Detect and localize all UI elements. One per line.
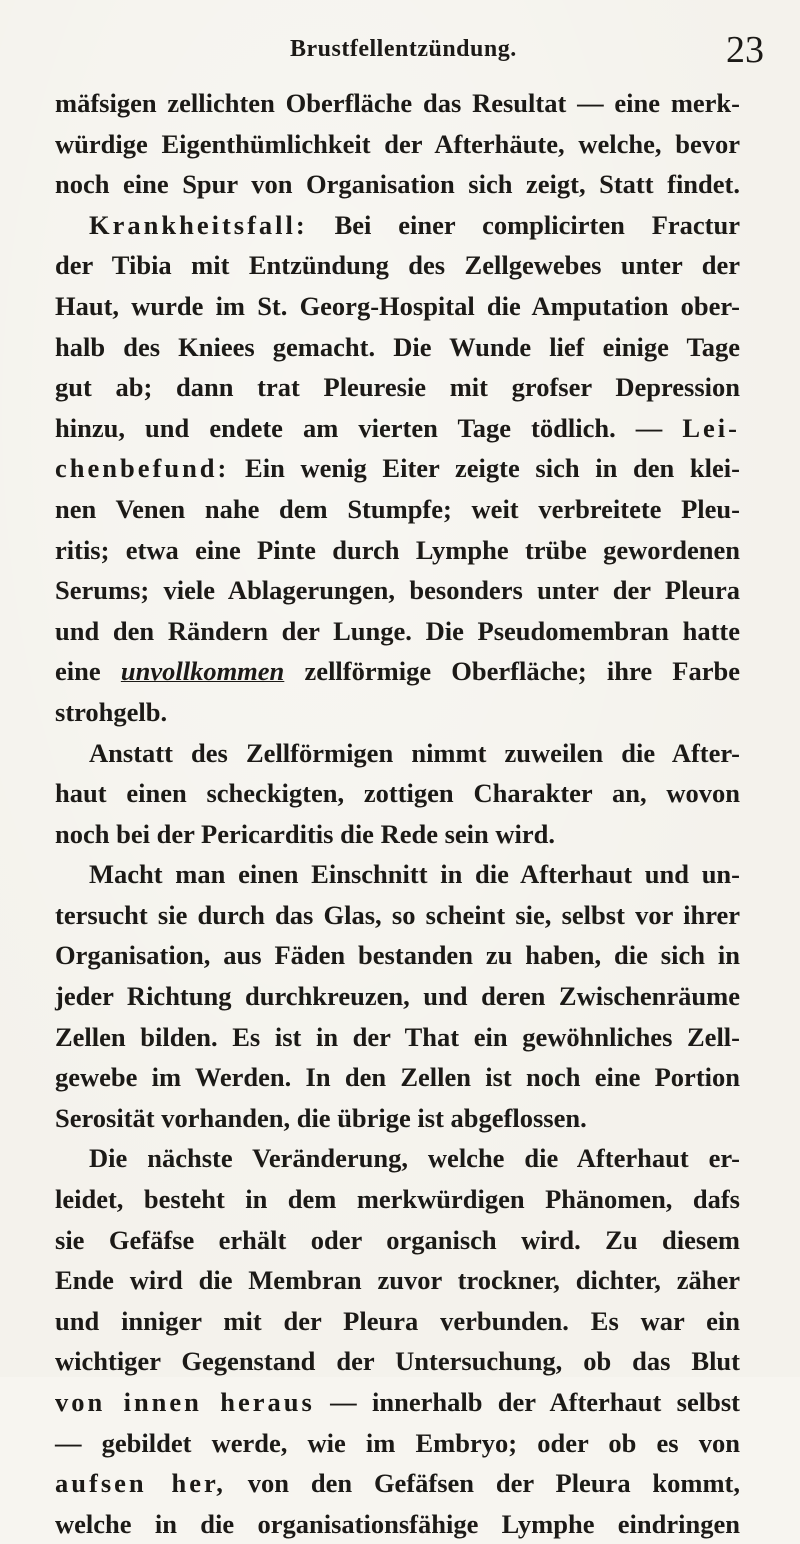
case-heading: Krankheitsfall: [89,209,308,240]
text-line: Haut, wurde im St. Georg-Hospital die Amputation ober- [55,290,740,321]
text-line: wichtiger Gegenstand der Untersuchung, ob das Blut [55,1346,740,1377]
text-line [55,651,740,692]
body-text [55,83,740,1544]
text-line [55,1463,740,1504]
text-line: strohgelb. [55,696,168,727]
text-line: nen Venen nahe dem Stumpfe; weit verbreitete Pleu- [55,493,740,524]
text-line [55,408,740,449]
text-line: Macht man einen Einschnitt in die Afterhaut und un- [89,859,740,890]
text-line: tersucht sie durch das Glas, so scheint sie, selbst vor ihrer [55,899,740,930]
line-text: Ein wenig Eiter zeigte sich in den klei- [229,453,740,484]
page-number: 23 [726,29,764,71]
text-line: welche in die organisationsfähige Lymphe eindringen [55,1508,740,1539]
spaced-phrase: von innen heraus [55,1387,315,1417]
text-line: Organisation, aus Fäden bestanden zu haben, die sich in [55,940,740,971]
line-text: von den Gefäfsen der Pleura kommt, [225,1468,740,1499]
text-line: noch bei der Pericarditis die Rede sein wird. [55,818,556,849]
text-line: ritis; etwa eine Pinte durch Lymphe trübe gewordenen [55,534,740,565]
text-line: sie Gefäfse erhält oder organisch wird. Zu diesem [55,1224,740,1255]
text-line: mäfsigen zellichten Oberfläche das Resultat — eine merk- [55,88,740,118]
line-text: zellförmige Oberfläche; ihre Farbe [284,656,741,687]
text-line: gewebe im Werden. In den Zellen ist noch eine Portion [55,1062,740,1093]
text-line: Die nächste Veränderung, welche die Afterhaut er- [89,1143,740,1174]
text-line: und den Rändern der Lunge. Die Pseudomembran hatte [55,615,740,646]
text-line: Serums; viele Ablagerungen, besonders unter der Pleura [55,575,740,606]
text-line: jeder Richtung durchkreuzen, und deren Zwischenräume [55,981,740,1012]
text-line: Anstatt des Zellförmigen nimmt zuweilen die After- [89,737,740,768]
text-line [55,448,740,489]
line-text: — innerhalb der Afterhaut selbst [314,1387,740,1417]
text-line: Zellen bilden. Es ist in der That ein gewöhnliches Zell- [55,1021,740,1052]
line-text: Bei einer complicirten Fractur [307,209,740,240]
line-text: hinzu, und endete am vierten Tage tödlich. — [55,412,683,443]
text-line: und inniger mit der Pleura verbunden. Es war ein [55,1305,740,1336]
text-line: würdige Eigenthümlichkeit der Afterhäute, welche, bevor [55,128,740,159]
text-line: gut ab; dann trat Pleuresie mit grofser Depression [55,372,740,403]
findings-heading-cont: chenbefund: [55,453,230,484]
text-line [55,1382,740,1423]
findings-heading: Lei- [682,412,740,443]
spaced-phrase: aufsen her, [55,1468,226,1499]
text-line: halb des Kniees gemacht. Die Wunde lief einige Tage [55,331,740,362]
text-line: der Tibia mit Entzündung des Zellgewebes unter der [55,250,740,281]
italic-word: unvollkommen [120,656,285,687]
text-line: Ende wird die Membran zuvor trockner, dichter, zäher [55,1265,740,1296]
text-line: Serosität vorhanden, die übrige ist abgeflossen. [55,1102,587,1133]
text-line [55,205,740,246]
text-line: haut einen scheckigten, zottigen Charakter an, wovon [55,778,740,809]
running-title: Brustfellentzündung. [290,36,517,62]
text-line: noch eine Spur von Organisation sich zeigt, Statt findet. [55,169,740,200]
text-line: leidet, besteht in dem merkwürdigen Phänomen, dafs [55,1184,740,1215]
line-text: eine [55,656,121,687]
page-header [0,29,800,74]
text-line: — gebildet werde, wie im Embryo; oder ob es von [55,1427,740,1458]
